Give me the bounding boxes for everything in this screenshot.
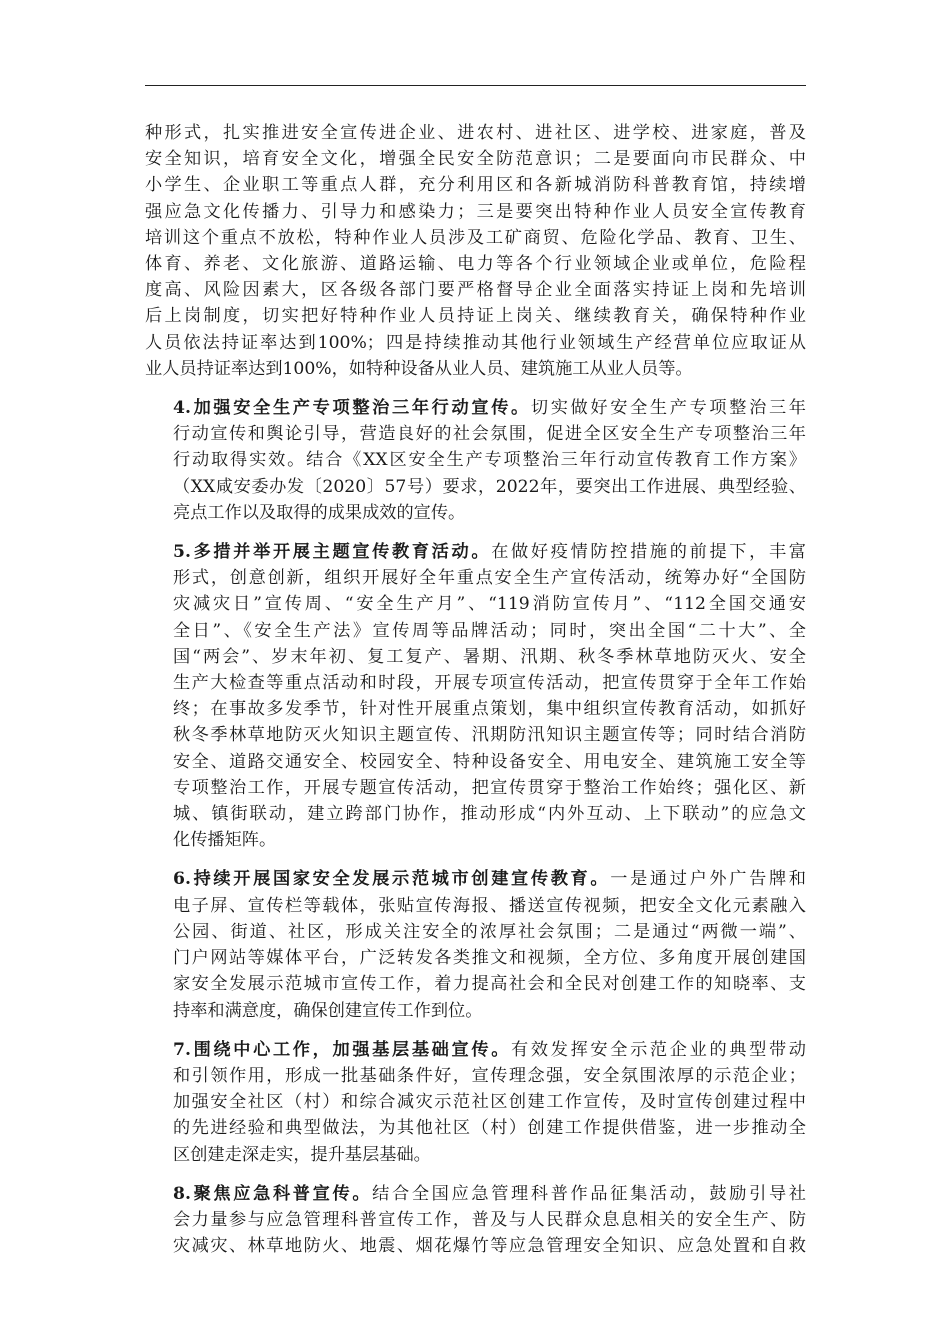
text-line: 灾减灾、林草地防火、地震、烟花爆竹等应急管理安全知识、应急处置和自救 bbox=[173, 1236, 806, 1257]
text-line: 公园、街道、社区，形成关注安全的浓厚社会氛围；二是通过“两微一端”、 bbox=[173, 921, 806, 942]
text-line: 电子屏、宣传栏等载体，张贴宣传海报、播送宣传视频，把安全文化元素融入 bbox=[173, 895, 806, 916]
text-line: 秋冬季林草地防灭火知识主题宣传、汛期防汛知识主题宣传等；同时结合消防 bbox=[173, 725, 806, 746]
text-segment: 切实做好安全生产专项整治三年 bbox=[530, 398, 806, 419]
text-line: 加强安全社区（村）和综合减灾示范社区创建工作宣传，及时宣传创建过程中 bbox=[173, 1092, 806, 1113]
text-line: 后上岗制度，切实把好特种作业人员持证上岗关、继续教育关，确保特种作业 bbox=[145, 306, 806, 327]
text-segment: 结合全国应急管理科普作品征集活动，鼓励引导社 bbox=[372, 1183, 806, 1204]
text-line: 生产大检查等重点活动和时段，开展专项宣传活动，把宣传贯穿于全年工作始 bbox=[173, 673, 806, 694]
text-line: 门户网站等媒体平台，广泛转发各类推文和视频，全方位、多角度开展创建国 bbox=[173, 948, 806, 969]
text-line: 体育、养老、文化旅游、道路运输、电力等各个行业领域企业或单位，危险程 bbox=[145, 254, 806, 275]
text-line: 业人员持证率达到100%，如特种设备从业人员、建筑施工从业人员等。 bbox=[145, 358, 693, 379]
text-line: 种形式，扎实推进安全宣传进企业、进农村、进社区、进学校、进家庭，普及 bbox=[145, 123, 806, 143]
text-line: 持率和满意度，确保创建宣传工作到位。 bbox=[173, 1000, 483, 1021]
paragraph-section-4 bbox=[145, 395, 806, 526]
text-segment: 有效发挥安全示范企业的典型带动 bbox=[511, 1039, 806, 1060]
text-line: 形式，创意创新，组织开展好全年重点安全生产宣传活动，统筹办好“全国防 bbox=[173, 568, 806, 589]
text-segment: 一是通过户外广告牌和 bbox=[610, 869, 806, 890]
text-line: 培训这个重点不放松，特种作业人员涉及工矿商贸、危险化学品、教育、卫生、 bbox=[145, 227, 806, 248]
text-line: 安全知识，培育安全文化，增强全民安全防范意识；二是要面向市民群众、中 bbox=[145, 149, 806, 170]
section-heading: 4.加强安全生产专项整治三年行动宣传。 bbox=[173, 398, 531, 419]
paragraph-section-6 bbox=[145, 866, 806, 1023]
text-line bbox=[145, 1181, 806, 1207]
text-line: 行动取得实效。结合《XX区安全生产专项整治三年行动宣传教育工作方案》 bbox=[173, 450, 806, 471]
section-heading: 5.多措并举开展主题宣传教育活动。 bbox=[173, 542, 492, 563]
text-line: 和引领作用，形成一批基础条件好，宣传理念强，安全氛围浓厚的示范企业； bbox=[173, 1065, 806, 1086]
text-line: 会力量参与应急管理科普宣传工作，普及与人民群众息息相关的安全生产、防 bbox=[173, 1209, 806, 1230]
text-line: （XX咸安委办发〔2020〕57号）要求，2022年，要突出工作进展、典型经验、 bbox=[173, 476, 806, 497]
text-line: 行动宣传和舆论引导，营造良好的社会氛围，促进全区安全生产专项整治三年 bbox=[173, 424, 806, 445]
text-line: 亮点工作以及取得的成果成效的宣传。 bbox=[173, 502, 466, 523]
section-heading: 6.持续开展国家安全发展示范城市创建宣传教育。 bbox=[173, 869, 611, 890]
section-heading: 8.聚焦应急科普宣传。 bbox=[173, 1183, 373, 1204]
text-line: 化传播矩阵。 bbox=[173, 830, 277, 851]
document-body bbox=[145, 120, 806, 1259]
section-heading: 7.围绕中心工作，加强基层基础宣传。 bbox=[173, 1039, 512, 1060]
text-line: 区创建走深走实，提升基层基础。 bbox=[173, 1144, 431, 1165]
text-line bbox=[145, 866, 806, 892]
text-line: 强应急文化传播力、引导力和感染力；三是要突出特种作业人员安全宣传教育 bbox=[145, 201, 806, 222]
text-segment: 在做好疫情防控措施的前提下，丰富 bbox=[491, 542, 806, 563]
text-line: 的先进经验和典型做法，为其他社区（村）创建工作提供借鉴，进一步推动全 bbox=[173, 1118, 806, 1139]
paragraph-section-5 bbox=[145, 539, 806, 853]
text-line bbox=[145, 539, 806, 565]
header-rule bbox=[145, 85, 806, 86]
text-line: 终；在事故多发季节，针对性开展重点策划，集中组织宣传教育活动，如抓好 bbox=[173, 699, 806, 720]
text-line: 国“两会”、岁末年初、复工复产、暑期、汛期、秋冬季林草地防灭火、安全 bbox=[173, 646, 806, 667]
text-line: 家安全发展示范城市宣传工作，着力提高社会和全民对创建工作的知晓率、支 bbox=[173, 974, 806, 995]
paragraph-section-8 bbox=[145, 1181, 806, 1260]
text-line: 灾减灾日”宣传周、“安全生产月”、“119消防宣传月”、“112全国交通安 bbox=[173, 594, 806, 615]
paragraph-section-7 bbox=[145, 1037, 806, 1168]
text-line: 人员依法持证率达到100%；四是持续推动其他行业领域生产经营单位应取证从 bbox=[145, 332, 806, 353]
text-line: 度高、风险因素大，区各级各部门要严格督导企业全面落实持证上岗和先培训 bbox=[145, 280, 806, 301]
text-line: 专项整治工作，开展专题宣传活动，把宣传贯穿于整治工作始终；强化区、新 bbox=[173, 777, 806, 798]
text-line: 小学生、企业职工等重点人群，充分利用区和各新城消防科普教育馆，持续增 bbox=[145, 175, 806, 196]
paragraph-continuation bbox=[145, 120, 806, 382]
text-line: 安全、道路交通安全、校园安全、特种设备安全、用电安全、建筑施工安全等 bbox=[173, 751, 806, 772]
text-line: 城、镇街联动，建立跨部门协作，推动形成“内外互动、上下联动”的应急文 bbox=[173, 804, 806, 825]
text-line: 全日”、《安全生产法》宣传周等品牌活动；同时，突出全国“二十大”、全 bbox=[173, 620, 806, 641]
text-line bbox=[145, 1037, 806, 1063]
text-line bbox=[145, 395, 806, 421]
